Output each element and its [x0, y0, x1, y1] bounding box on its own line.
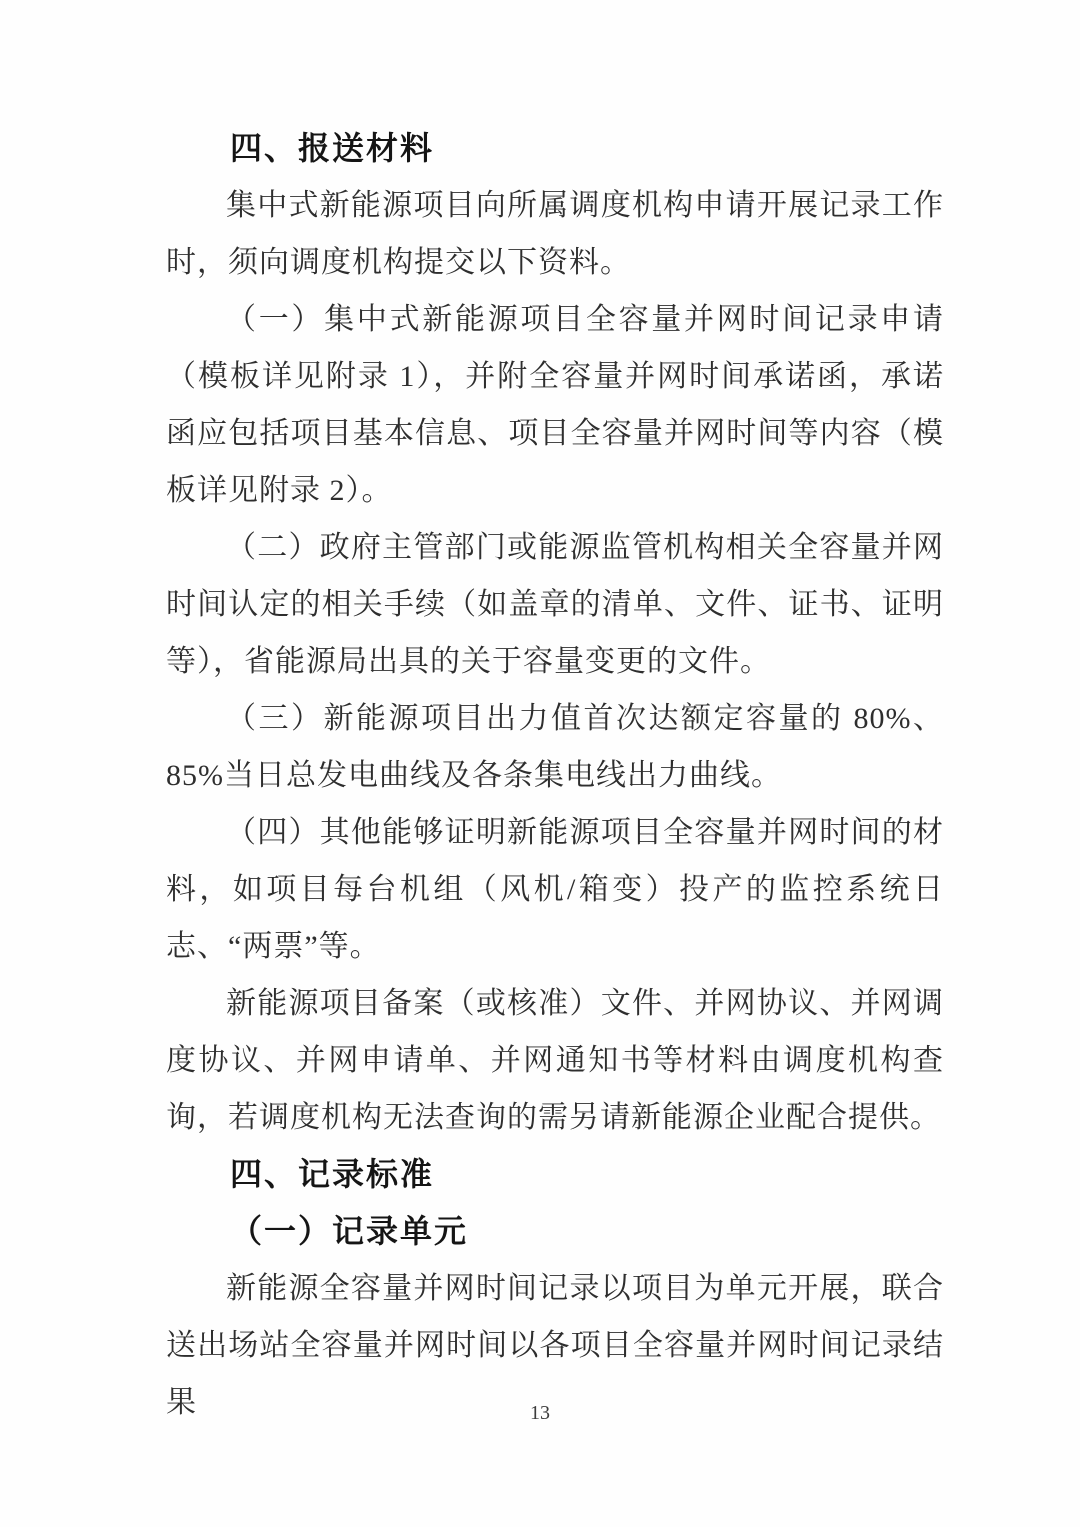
paragraph: （四）其他能够证明新能源项目全容量并网时间的材料，如项目每台机组（风机/箱变）投产的监控系统日志、“两票”等。	[166, 816, 944, 963]
paragraph: 集中式新能源项目向所属调度机构申请开展记录工作时，须向调度机构提交以下资料。	[166, 189, 944, 279]
paragraph: 新能源项目备案（或核准）文件、并网协议、并网调度协议、并网申请单、并网通知书等材料由调度机构查询，若调度机构无法查询的需另请新能源企业配合提供。	[166, 987, 944, 1134]
paragraph: （三）新能源项目出力值首次达额定容量的 80%、85%当日总发电曲线及各条集电线出力曲线。	[166, 702, 944, 792]
paragraph: 新能源全容量并网时间记录以项目为单元开展，联合送出场站全容量并网时间以各项目全容量并网时间记录结果	[166, 1272, 944, 1419]
page-number: 13	[530, 1402, 550, 1424]
paragraph: （一）集中式新能源项目全容量并网时间记录申请（模板详见附录 1），并附全容量并网时间承诺函，承诺函应包括项目基本信息、项目全容量并网时间等内容（模板详见附录 2）。	[166, 303, 944, 507]
section-heading: 四、记录标准	[230, 1156, 435, 1192]
section-heading: 四、报送材料	[230, 130, 435, 166]
document-content	[166, 120, 944, 1431]
paragraph: （二）政府主管部门或能源监管机构相关全容量并网时间认定的相关手续（如盖章的清单、文件、证书、证明等），省能源局出具的关于容量变更的文件。	[166, 531, 944, 678]
section-heading: （一）记录单元	[230, 1213, 469, 1249]
